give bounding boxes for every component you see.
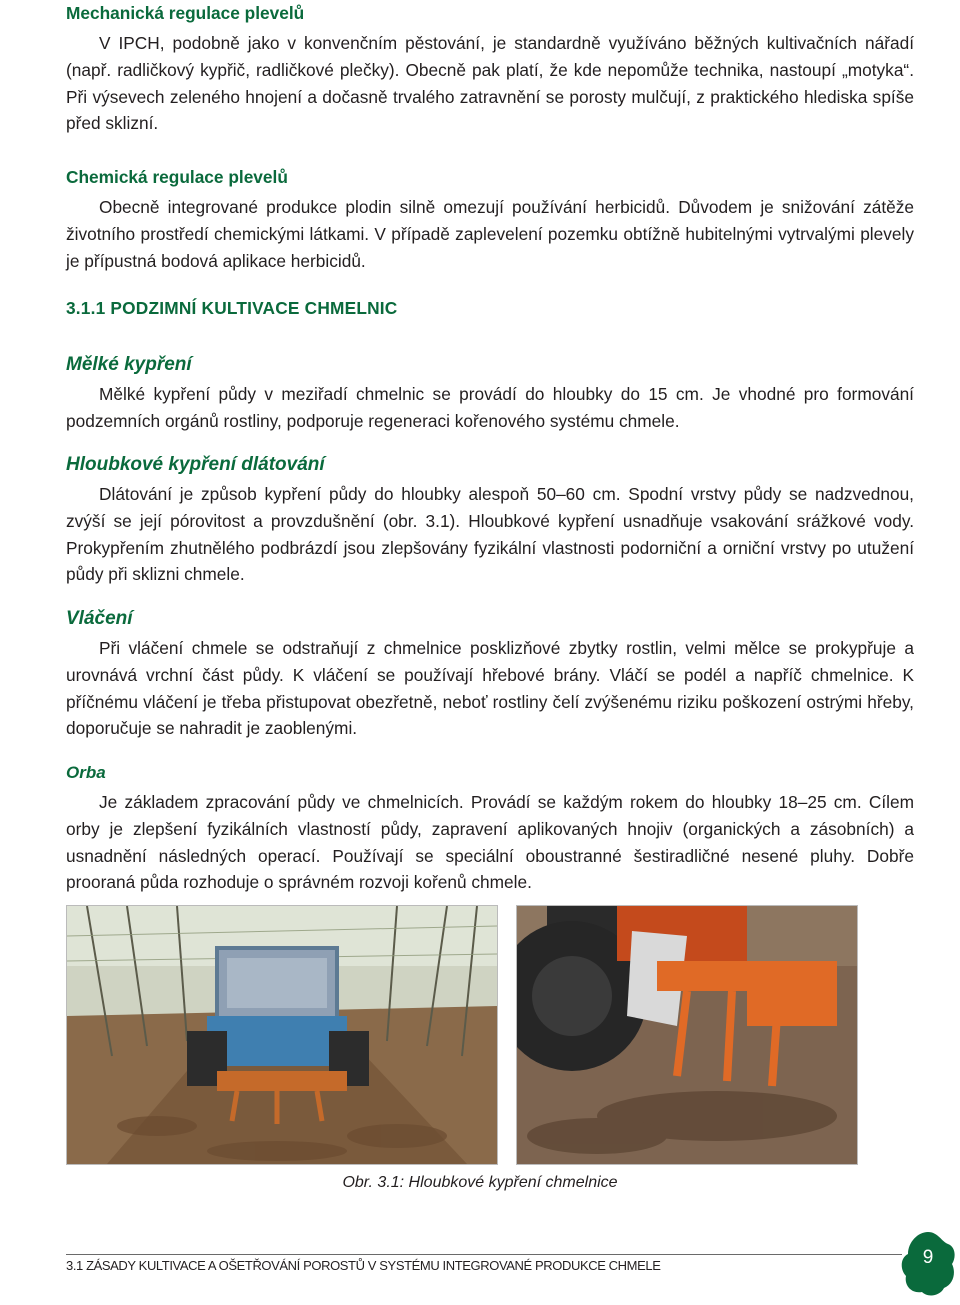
harrowing-heading: Vláčení <box>66 608 133 629</box>
ploughing-heading: Orba <box>66 763 106 782</box>
plough-photo-image <box>517 906 857 1164</box>
ploughing-section <box>66 760 914 896</box>
deep-section <box>66 452 914 588</box>
shallow-text: Mělké kypření půdy v meziřadí chmelnic se provádí do hloubky do 15 cm. Je vhodné pro formování podzemních orgánů rostliny, podporuje regeneraci kořenového systému chmele. <box>66 384 914 431</box>
tractor-photo-image <box>67 906 497 1164</box>
shallow-heading: Mělké kypření <box>66 354 192 375</box>
chemical-heading: Chemická regulace plevelů <box>66 167 288 187</box>
chemical-section <box>66 164 914 274</box>
figure <box>66 905 856 1163</box>
section-title: 3.1.1 PODZIMNÍ KULTIVACE CHMELNIC <box>66 298 398 318</box>
chemical-text: Obecně integrované produkce plodin silně omezují používání herbicidů. Důvodem je snižování zátěže životního prostředí chemickými látkami. V případě zaplevelení pozemku obtížně hubitelnými vytrvalými plevely je přípustná bodová aplikace herbicidů. <box>66 197 914 271</box>
footer-rule <box>66 1254 902 1255</box>
tractor-photo <box>66 905 498 1165</box>
harrowing-text: Při vláčení chmele se odstraňují z chmelnice posklizňové zbytky rostlin, velmi mělce se prokypřuje a urovnává vrchní část půdy. K vláčení se používají hřebové brány. Vláčí se podél a napříč chmelnice. K příčnému vláčení je třeba přistupovat obezřetně, neboť rostliny čelí zvýšenému riziku poškození ostrými hřeby, doporučuje se nahradit je zaoblenými. <box>66 638 914 739</box>
mechanical-heading: Mechanická regulace plevelů <box>66 3 305 23</box>
mechanical-text: V IPCH, podobně jako v konvenčním pěstování, je standardně využíváno běžných kultivačních nářadí (např. radličkový kypřič, radličkové plečky). Obecně pak platí, že kde nepomůže technika, nastoupí „motyka“. Při výsevech zeleného hnojení a dočasně trvalého zatravnění se porosty mulčují, z praktického hlediska spíše před sklizní. <box>66 33 914 134</box>
page-number: 9 <box>922 1247 934 1268</box>
deep-heading: Hloubkové kypření dlátování <box>66 454 325 475</box>
harrowing-section <box>66 606 914 742</box>
ploughing-text: Je základem zpracování půdy ve chmelnicích. Provádí se každým rokem do hloubky 18–25 cm. Cílem orby je zlepšení fyzikálních vlastností půdy, zapravení aplikovaných hnojiv (organických a zásobních) a usnadnění následných operací. Používají se speciální oboustranné šestiradličné nesené pluhy. Dobře prooraná půda rozhoduje o správném rozvoji kořenů chmele. <box>66 792 914 893</box>
deep-text: Dlátování je způsob kypření půdy do hloubky alespoň 50–60 cm. Spodní vrstvy půdy se nadzvednou, zvýší se její pórovitost a provzdušnění (obr. 3.1). Hloubkové kypření usnadňuje vsakování srážkové vody. Prokypřením zhutnělého podbrázdí jsou zlepšovány fyzikální vlastnosti podorniční a orniční vrstvy po utužení půdy při sklizni chmele. <box>66 484 914 585</box>
mechanical-section <box>66 0 914 137</box>
shallow-section <box>66 352 914 435</box>
figure-caption: Obr. 3.1: Hloubkové kypření chmelnice <box>342 1174 618 1191</box>
footer-text: 3.1 ZÁSADY KULTIVACE A OŠETŘOVÁNÍ POROSTŮ V SYSTÉMU INTEGROVANÉ PRODUKCE CHMELE <box>66 1258 661 1273</box>
plough-photo <box>516 905 858 1165</box>
